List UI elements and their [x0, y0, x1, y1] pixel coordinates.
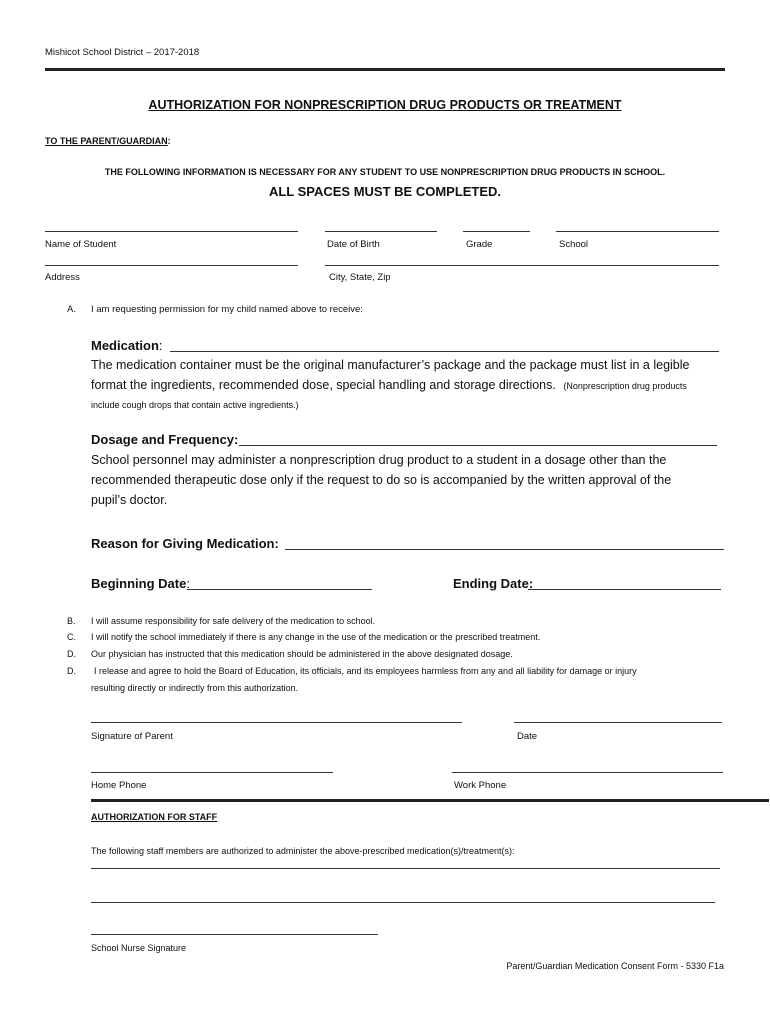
beginning-date-label: Beginning Date: [91, 576, 187, 591]
parent-signature-field[interactable]: [91, 722, 462, 723]
address-field[interactable]: [45, 265, 298, 266]
school-label: School: [559, 239, 589, 250]
medication-field[interactable]: [170, 351, 719, 352]
home-phone-label: Home Phone: [91, 780, 147, 791]
to-parent-label: TO THE PARENT/GUARDIAN: [45, 136, 168, 146]
section-a-text: I am requesting permission for my child named above to receive:: [91, 304, 363, 315]
dosage-line-2: recommended therapeutic dose only if the request to do so is accompanied by the written approval of the: [91, 473, 672, 487]
form-title: AUTHORIZATION FOR NONPRESCRIPTION DRUG PRODUCTS OR TREATMENT: [148, 98, 622, 112]
nurse-signature-field[interactable]: [91, 934, 378, 935]
staff-names-field-2[interactable]: [91, 902, 715, 903]
medication-note-2: include cough drops that contain active ingredients.): [91, 400, 299, 410]
item-text: Our physician has instructed that this medication should be administered in the above designated dosage.: [91, 649, 513, 659]
staff-heading: AUTHORIZATION FOR STAFF: [91, 812, 218, 822]
item-text: I will assume responsibility for safe delivery of the medication to school.: [91, 616, 376, 626]
address-label: Address: [45, 272, 80, 283]
to-parent-colon: :: [167, 136, 171, 146]
dosage-field[interactable]: [239, 445, 717, 446]
medication-label: Medication: [91, 338, 159, 353]
signature-date-label: Date: [517, 731, 538, 742]
work-phone-label: Work Phone: [454, 780, 507, 791]
item-letter: D.: [67, 666, 76, 676]
form-footer: Parent/Guardian Medication Consent Form - 5330 F1a: [506, 961, 724, 971]
all-spaces-notice: ALL SPACES MUST BE COMPLETED.: [268, 184, 502, 199]
item-text: I will notify the school immediately if there is any change in the use of the medication or the prescribed treatment.: [91, 632, 541, 642]
dob-label: Date of Birth: [327, 239, 380, 250]
medication-line-2: [91, 378, 687, 392]
dosage-line-3: pupil’s doctor.: [91, 493, 168, 507]
beginning-date-colon: :: [186, 576, 190, 591]
dosage-label: Dosage and Frequency:: [91, 432, 239, 447]
work-phone-field[interactable]: [452, 772, 723, 773]
item-text: I release and agree to hold the Board of Education, its officials, and its employees harmless from any and all liability for damage or injury: [94, 666, 637, 676]
staff-text: The following staff members are authorized to administer the above-prescribed medication(s)/treatment(s):: [91, 846, 515, 856]
medication-colon: :: [158, 338, 163, 353]
student-name-field[interactable]: [45, 231, 298, 232]
reason-label: Reason for Giving Medication:: [91, 536, 279, 551]
student-name-label: Name of Student: [45, 239, 117, 250]
city-state-zip-field[interactable]: [325, 265, 719, 266]
dob-field[interactable]: [325, 231, 437, 232]
ending-date-field[interactable]: [528, 589, 721, 590]
signature-date-field[interactable]: [514, 722, 722, 723]
ending-date-label: Ending Date:: [453, 576, 534, 591]
medication-heading: [91, 338, 163, 353]
info-line: THE FOLLOWING INFORMATION IS NECESSARY FOR ANY STUDENT TO USE NONPRESCRIPTION DRUG PRODUCTS IN SCHOOL.: [104, 167, 666, 177]
beginning-date-field[interactable]: [187, 589, 372, 590]
dosage-line-1: School personnel may administer a nonprescription drug product to a student in a dosage other than the: [91, 453, 667, 467]
staff-divider: [91, 799, 769, 802]
header-divider: [45, 68, 725, 71]
to-parent-heading: [45, 136, 171, 146]
school-field[interactable]: [556, 231, 719, 232]
home-phone-field[interactable]: [91, 772, 333, 773]
staff-names-field-1[interactable]: [91, 868, 720, 869]
parent-signature-label: Signature of Parent: [91, 731, 173, 742]
city-label: City, State, Zip: [329, 272, 391, 283]
medication-line-1: The medication container must be the original manufacturer’s package and the package must list in a legible: [91, 358, 690, 372]
item-letter: B.: [67, 616, 76, 626]
section-a-letter: A.: [67, 304, 76, 315]
beginning-date-heading: [91, 576, 190, 591]
grade-label: Grade: [466, 239, 493, 250]
medication-line-2-text: format the ingredients, recommended dose, special handling and storage directions.: [91, 378, 556, 392]
reason-field[interactable]: [285, 549, 724, 550]
district-header: Mishicot School District – 2017-2018: [45, 47, 200, 58]
nurse-signature-label: School Nurse Signature: [91, 943, 187, 953]
item-continuation: resulting directly or indirectly from this authorization.: [91, 683, 299, 693]
item-letter: C.: [67, 632, 76, 642]
medication-note-1: (Nonprescription drug products: [563, 381, 687, 391]
grade-field[interactable]: [463, 231, 530, 232]
item-letter: D.: [67, 649, 76, 659]
